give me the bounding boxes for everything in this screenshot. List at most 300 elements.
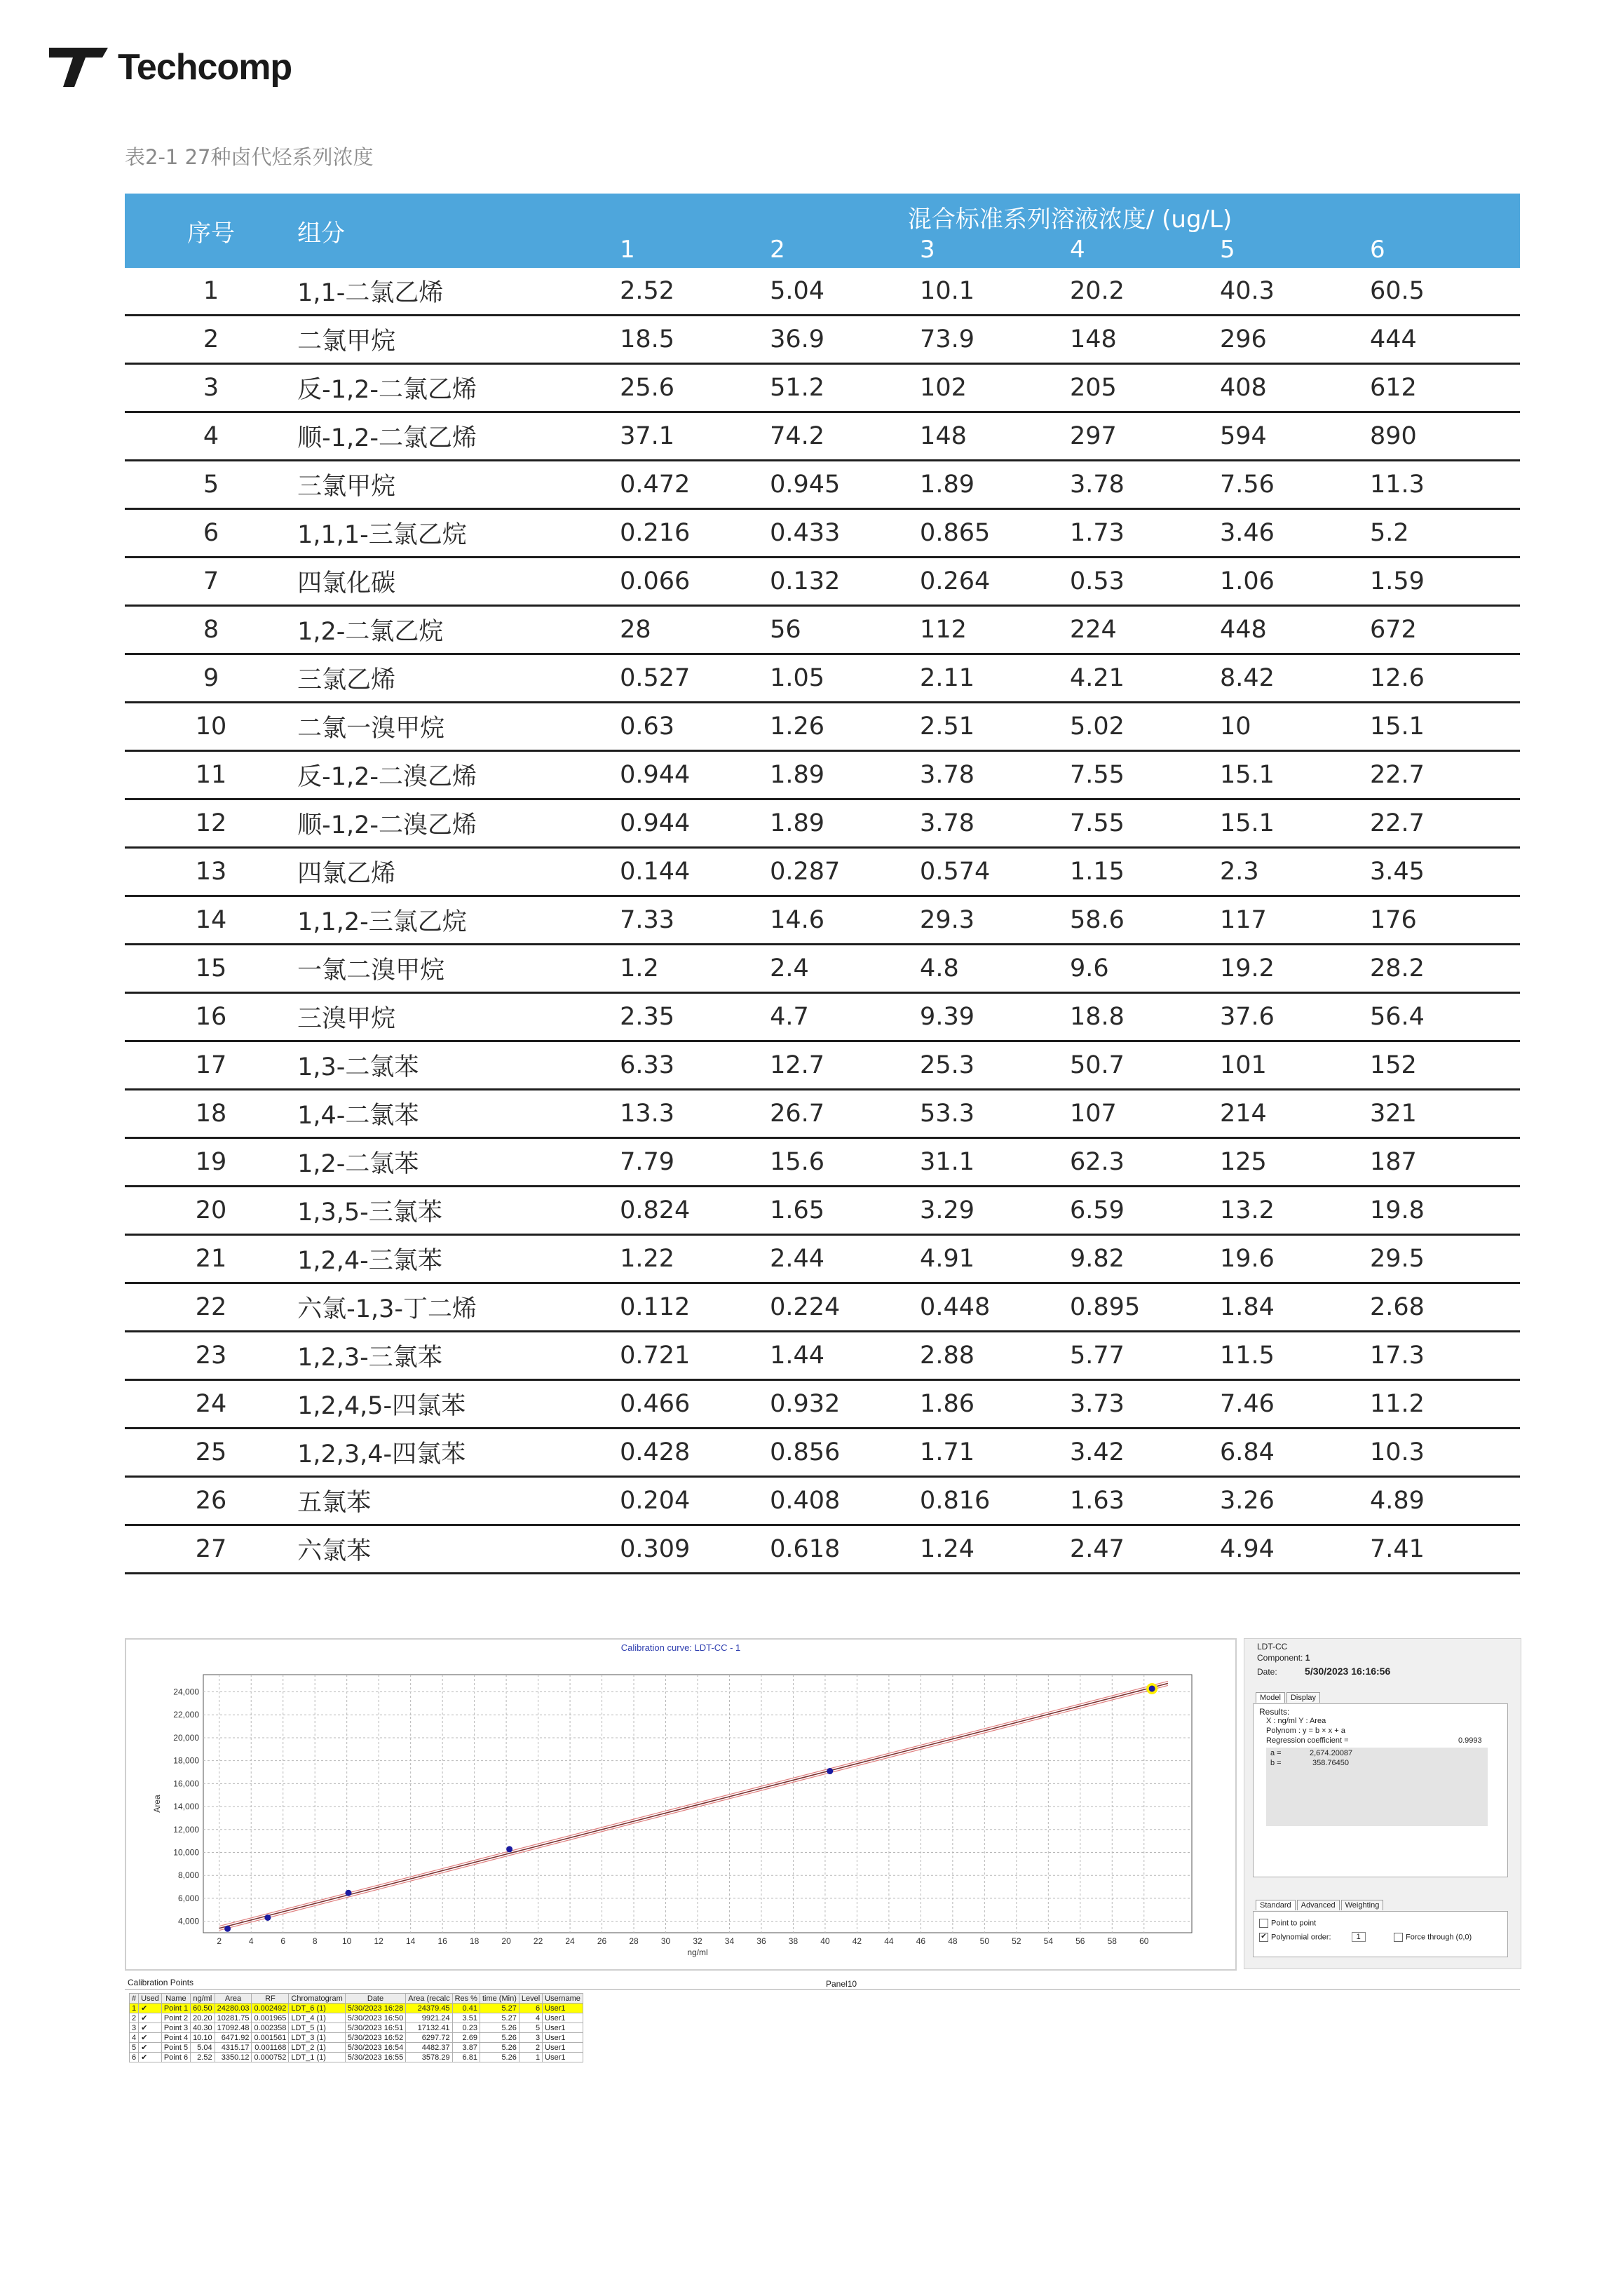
- cp-cell: 5.26: [480, 2033, 519, 2043]
- order-panel: [1253, 1911, 1508, 1957]
- header-level-4: 4: [1070, 236, 1220, 268]
- row-value-level-6: 672: [1370, 606, 1520, 654]
- cp-cell: User1: [543, 2053, 583, 2062]
- table-row: [125, 1138, 1520, 1187]
- row-value-level-2: 1.65: [770, 1187, 920, 1235]
- tab-model[interactable]: Model: [1256, 1692, 1285, 1703]
- x-tick-label: 60: [1139, 1936, 1149, 1946]
- x-tick-label: 44: [884, 1936, 894, 1946]
- cp-cell[interactable]: ✔: [139, 2023, 162, 2033]
- cp-cell: Point 2: [161, 2013, 190, 2023]
- x-tick-label: 50: [979, 1936, 990, 1946]
- cp-cell: User1: [543, 2043, 583, 2053]
- row-value-level-6: 152: [1370, 1041, 1520, 1090]
- cp-cell: 6: [130, 2053, 139, 2062]
- row-value-level-2: 1.89: [770, 751, 920, 799]
- row-value-level-5: 6.84: [1220, 1429, 1370, 1477]
- row-value-level-4: 9.82: [1070, 1235, 1220, 1283]
- row-component: 反-1,2-二溴乙烯: [297, 751, 620, 799]
- a-label: a =: [1270, 1749, 1282, 1757]
- table-row: [125, 364, 1520, 412]
- row-value-level-6: 5.2: [1370, 509, 1520, 558]
- row-value-level-4: 1.15: [1070, 848, 1220, 896]
- row-value-level-6: 612: [1370, 364, 1520, 412]
- cp-cell: 5/30/2023 16:51: [345, 2023, 406, 2033]
- table-row: [125, 558, 1520, 606]
- row-value-level-2: 14.6: [770, 896, 920, 945]
- row-value-level-5: 408: [1220, 364, 1370, 412]
- row-value-level-4: 0.53: [1070, 558, 1220, 606]
- row-value-level-1: 28: [620, 606, 770, 654]
- cp-column-header[interactable]: Used: [139, 1994, 162, 2004]
- cp-column-header[interactable]: #: [130, 1994, 139, 2004]
- cp-cell: 5/30/2023 16:28: [345, 2004, 406, 2013]
- cp-cell: 4482.37: [406, 2043, 452, 2053]
- calibration-point-row[interactable]: [130, 2033, 583, 2043]
- x-tick-label: 22: [533, 1936, 543, 1946]
- row-value-level-6: 17.3: [1370, 1332, 1520, 1380]
- calibration-point-row[interactable]: [130, 2013, 583, 2023]
- cp-cell: 5.27: [480, 2013, 519, 2023]
- row-value-level-2: 15.6: [770, 1138, 920, 1187]
- row-value-level-5: 1.06: [1220, 558, 1370, 606]
- cp-cell: 24280.03: [215, 2004, 252, 2013]
- x-tick-label: 52: [1012, 1936, 1021, 1946]
- x-tick-label: 54: [1043, 1936, 1054, 1946]
- row-value-level-6: 28.2: [1370, 945, 1520, 993]
- row-value-level-3: 1.24: [920, 1525, 1070, 1574]
- row-component: 四氯乙烯: [297, 848, 620, 896]
- row-value-level-2: 1.89: [770, 799, 920, 848]
- row-value-level-4: 5.77: [1070, 1332, 1220, 1380]
- row-value-level-2: 0.932: [770, 1380, 920, 1429]
- row-index: 17: [125, 1041, 297, 1090]
- row-value-level-4: 5.02: [1070, 703, 1220, 751]
- row-component: 顺-1,2-二溴乙烯: [297, 799, 620, 848]
- row-index: 8: [125, 606, 297, 654]
- row-value-level-5: 2.3: [1220, 848, 1370, 896]
- row-value-level-4: 50.7: [1070, 1041, 1220, 1090]
- row-value-level-1: 1.2: [620, 945, 770, 993]
- force-through-label: Force through (0,0): [1406, 1933, 1472, 1942]
- cp-column-header[interactable]: RF: [252, 1994, 289, 2004]
- row-component: 一氯二溴甲烷: [297, 945, 620, 993]
- table-row: [125, 1525, 1520, 1574]
- row-index: 7: [125, 558, 297, 606]
- x-tick-label: 42: [852, 1936, 862, 1946]
- row-value-level-6: 11.2: [1370, 1380, 1520, 1429]
- row-value-level-6: 890: [1370, 412, 1520, 461]
- row-component: 1,2-二氯乙烷: [297, 606, 620, 654]
- row-value-level-3: 29.3: [920, 896, 1070, 945]
- row-value-level-3: 2.88: [920, 1332, 1070, 1380]
- cp-column-header[interactable]: time (Min): [480, 1994, 519, 2004]
- row-index: 27: [125, 1525, 297, 1574]
- calibration-chart-svg: [126, 1640, 1235, 1969]
- row-value-level-4: 7.55: [1070, 799, 1220, 848]
- row-value-level-1: 6.33: [620, 1041, 770, 1090]
- cp-cell: User1: [543, 2004, 583, 2013]
- point-to-point-row[interactable]: [1259, 1919, 1316, 1928]
- row-value-level-1: 0.112: [620, 1283, 770, 1332]
- polynomial-order-row[interactable]: [1259, 1933, 1366, 1942]
- cp-column-header[interactable]: Level: [519, 1994, 542, 2004]
- row-index: 20: [125, 1187, 297, 1235]
- x-tick-label: 30: [660, 1936, 671, 1946]
- row-value-level-5: 15.1: [1220, 751, 1370, 799]
- date-value: 5/30/2023 16:16:56: [1305, 1666, 1391, 1677]
- row-value-level-5: 3.46: [1220, 509, 1370, 558]
- cp-cell: 60.50: [191, 2004, 215, 2013]
- row-component: 反-1,2-二氯乙烯: [297, 364, 620, 412]
- row-value-level-3: 3.29: [920, 1187, 1070, 1235]
- techcomp-logo: [46, 42, 292, 93]
- cp-cell: LDT_1 (1): [289, 2053, 345, 2062]
- row-value-level-1: 0.144: [620, 848, 770, 896]
- cp-column-header[interactable]: Area: [215, 1994, 252, 2004]
- cp-cell: LDT_6 (1): [289, 2004, 345, 2013]
- polynomial-order-label: Polynomial order:: [1271, 1933, 1331, 1942]
- row-value-level-2: 12.7: [770, 1041, 920, 1090]
- row-value-level-1: 0.944: [620, 799, 770, 848]
- cp-cell: 1: [519, 2053, 542, 2062]
- row-value-level-3: 9.39: [920, 993, 1070, 1041]
- cp-cell: 5/30/2023 16:50: [345, 2013, 406, 2023]
- row-value-level-1: 7.33: [620, 896, 770, 945]
- force-through-row[interactable]: [1394, 1933, 1472, 1942]
- x-tick-label: 56: [1075, 1936, 1085, 1946]
- row-value-level-3: 4.8: [920, 945, 1070, 993]
- regression-label: Regression coefficient =: [1266, 1736, 1349, 1745]
- y-tick-label: 12,000: [173, 1824, 199, 1835]
- row-value-level-4: 4.21: [1070, 654, 1220, 703]
- header-level-2: 2: [770, 236, 920, 268]
- x-tick-label: 46: [916, 1936, 926, 1946]
- row-value-level-5: 125: [1220, 1138, 1370, 1187]
- x-tick-label: 40: [820, 1936, 830, 1946]
- cp-cell: 3.51: [452, 2013, 480, 2023]
- polynomial-order-checkbox[interactable]: ✔: [1259, 1933, 1268, 1942]
- polynomial-order-spinner[interactable]: 1: [1352, 1932, 1366, 1942]
- row-value-level-3: 73.9: [920, 316, 1070, 364]
- cp-cell: Point 1: [161, 2004, 190, 2013]
- row-value-level-6: 7.41: [1370, 1525, 1520, 1574]
- results-label: Results:: [1259, 1707, 1290, 1717]
- row-index: 4: [125, 412, 297, 461]
- cp-cell[interactable]: ✔: [139, 2004, 162, 2013]
- x-tick-label: 36: [756, 1936, 766, 1946]
- row-value-level-5: 101: [1220, 1041, 1370, 1090]
- cp-cell: 4: [519, 2013, 542, 2023]
- x-tick-label: 48: [948, 1936, 958, 1946]
- cp-cell: 0.001965: [252, 2013, 289, 2023]
- row-value-level-4: 62.3: [1070, 1138, 1220, 1187]
- row-value-level-2: 51.2: [770, 364, 920, 412]
- cp-cell: Point 5: [161, 2043, 190, 2053]
- chart-title: Calibration curve: LDT-CC - 1: [620, 1642, 741, 1653]
- cp-cell: 5.04: [191, 2043, 215, 2053]
- table-row: [125, 1429, 1520, 1477]
- row-value-level-1: 2.35: [620, 993, 770, 1041]
- row-component: 1,2,3-三氯苯: [297, 1332, 620, 1380]
- y-tick-label: 20,000: [173, 1732, 199, 1743]
- method-name: LDT-CC: [1257, 1642, 1288, 1652]
- row-value-level-6: 60.5: [1370, 268, 1520, 316]
- row-value-level-1: 0.466: [620, 1380, 770, 1429]
- x-tick-label: 8: [312, 1936, 318, 1946]
- row-value-level-6: 444: [1370, 316, 1520, 364]
- x-tick-label: 26: [597, 1936, 607, 1946]
- row-value-level-5: 11.5: [1220, 1332, 1370, 1380]
- x-tick-label: 38: [788, 1936, 799, 1946]
- cp-column-header[interactable]: Area (recalc: [406, 1994, 452, 2004]
- b-value: 358.76450: [1312, 1759, 1349, 1767]
- table-row: [125, 606, 1520, 654]
- row-value-level-5: 117: [1220, 896, 1370, 945]
- cp-cell[interactable]: ✔: [139, 2043, 162, 2053]
- y-tick-label: 4,000: [177, 1916, 199, 1926]
- row-value-level-4: 20.2: [1070, 268, 1220, 316]
- polynom-text: Polynom : y = b × x + a: [1266, 1727, 1345, 1735]
- concentration-table: [125, 194, 1520, 1574]
- row-value-level-5: 4.94: [1220, 1525, 1370, 1574]
- cp-cell[interactable]: ✔: [139, 2053, 162, 2062]
- table-row: [125, 1380, 1520, 1429]
- row-value-level-4: 0.895: [1070, 1283, 1220, 1332]
- row-index: 26: [125, 1477, 297, 1525]
- row-value-level-1: 0.721: [620, 1332, 770, 1380]
- row-value-level-2: 0.132: [770, 558, 920, 606]
- calibration-points: [125, 1978, 1520, 2084]
- cp-cell: 2.69: [452, 2033, 480, 2043]
- row-value-level-3: 10.1: [920, 268, 1070, 316]
- row-component: 1,1-二氯乙烯: [297, 268, 620, 316]
- header-level-6: 6: [1370, 236, 1520, 268]
- x-tick-label: 2: [217, 1936, 222, 1946]
- row-value-level-2: 0.408: [770, 1477, 920, 1525]
- cp-cell: 5/30/2023 16:52: [345, 2033, 406, 2043]
- row-value-level-3: 3.78: [920, 751, 1070, 799]
- table-row: [125, 1283, 1520, 1332]
- cp-cell: 6297.72: [406, 2033, 452, 2043]
- row-value-level-6: 187: [1370, 1138, 1520, 1187]
- results-panel: [1253, 1703, 1508, 1877]
- cp-cell: 6.81: [452, 2053, 480, 2062]
- row-index: 10: [125, 703, 297, 751]
- row-value-level-6: 3.45: [1370, 848, 1520, 896]
- row-value-level-1: 18.5: [620, 316, 770, 364]
- row-value-level-2: 5.04: [770, 268, 920, 316]
- row-value-level-6: 22.7: [1370, 751, 1520, 799]
- row-value-level-4: 3.78: [1070, 461, 1220, 509]
- row-value-level-6: 1.59: [1370, 558, 1520, 606]
- row-value-level-5: 19.2: [1220, 945, 1370, 993]
- row-value-level-2: 56: [770, 606, 920, 654]
- row-component: 顺-1,2-二氯乙烯: [297, 412, 620, 461]
- x-tick-label: 4: [248, 1936, 254, 1946]
- calibration-point-row[interactable]: [130, 2023, 583, 2033]
- row-index: 25: [125, 1429, 297, 1477]
- cp-cell: 0.23: [452, 2023, 480, 2033]
- row-value-level-6: 176: [1370, 896, 1520, 945]
- tab-display[interactable]: Display: [1286, 1692, 1320, 1703]
- row-value-level-4: 7.55: [1070, 751, 1220, 799]
- tab-advanced[interactable]: Advanced: [1297, 1900, 1340, 1910]
- row-value-level-3: 31.1: [920, 1138, 1070, 1187]
- cp-cell: 0.002492: [252, 2004, 289, 2013]
- row-value-level-3: 2.11: [920, 654, 1070, 703]
- calibration-point-row[interactable]: [130, 2004, 583, 2013]
- cp-cell: 6: [519, 2004, 542, 2013]
- row-value-level-3: 2.51: [920, 703, 1070, 751]
- row-value-level-2: 26.7: [770, 1090, 920, 1138]
- y-tick-label: 8,000: [177, 1870, 199, 1881]
- x-tick-label: 28: [629, 1936, 639, 1946]
- calibration-point-row[interactable]: [130, 2043, 583, 2053]
- row-value-level-3: 0.264: [920, 558, 1070, 606]
- row-index: 5: [125, 461, 297, 509]
- cp-cell: 3: [519, 2033, 542, 2043]
- cp-cell[interactable]: ✔: [139, 2033, 162, 2043]
- table-row: [125, 993, 1520, 1041]
- y-tick-label: 6,000: [177, 1893, 199, 1903]
- row-value-level-5: 8.42: [1220, 654, 1370, 703]
- row-value-level-2: 2.44: [770, 1235, 920, 1283]
- cp-cell: 4315.17: [215, 2043, 252, 2053]
- row-value-level-1: 0.066: [620, 558, 770, 606]
- row-index: 12: [125, 799, 297, 848]
- row-value-level-3: 53.3: [920, 1090, 1070, 1138]
- calibration-point: [827, 1768, 833, 1774]
- cp-cell: 10.10: [191, 2033, 215, 2043]
- cp-cell: 4: [130, 2033, 139, 2043]
- row-component: 二氯甲烷: [297, 316, 620, 364]
- cp-cell: Point 3: [161, 2023, 190, 2033]
- row-value-level-5: 10: [1220, 703, 1370, 751]
- cp-cell: User1: [543, 2023, 583, 2033]
- row-value-level-6: 11.3: [1370, 461, 1520, 509]
- point-to-point-checkbox[interactable]: [1259, 1919, 1268, 1928]
- row-value-level-4: 1.63: [1070, 1477, 1220, 1525]
- row-index: 23: [125, 1332, 297, 1380]
- row-component: 二氯一溴甲烷: [297, 703, 620, 751]
- row-value-level-5: 19.6: [1220, 1235, 1370, 1283]
- row-value-level-1: 0.204: [620, 1477, 770, 1525]
- cp-cell: 17092.48: [215, 2023, 252, 2033]
- divider: [125, 1989, 1520, 1990]
- row-value-level-3: 0.448: [920, 1283, 1070, 1332]
- cp-cell: LDT_3 (1): [289, 2033, 345, 2043]
- cp-column-header[interactable]: Res %: [452, 1994, 480, 2004]
- cp-cell: 2.52: [191, 2053, 215, 2062]
- cp-cell: 5.27: [480, 2004, 519, 2013]
- table-row: [125, 1041, 1520, 1090]
- component-label: Component:: [1257, 1653, 1303, 1663]
- row-value-level-1: 2.52: [620, 268, 770, 316]
- row-value-level-6: 2.68: [1370, 1283, 1520, 1332]
- row-value-level-4: 6.59: [1070, 1187, 1220, 1235]
- row-component: 1,1,2-三氯乙烷: [297, 896, 620, 945]
- row-value-level-3: 0.574: [920, 848, 1070, 896]
- row-value-level-2: 1.26: [770, 703, 920, 751]
- model-tabs: [1256, 1692, 1322, 1703]
- row-value-level-4: 3.42: [1070, 1429, 1220, 1477]
- row-component: 四氯化碳: [297, 558, 620, 606]
- component-row: [1257, 1653, 1310, 1663]
- row-value-level-6: 4.89: [1370, 1477, 1520, 1525]
- x-tick-label: 12: [374, 1936, 383, 1946]
- cp-cell: 0.001561: [252, 2033, 289, 2043]
- row-index: 6: [125, 509, 297, 558]
- force-through-checkbox[interactable]: [1394, 1933, 1403, 1942]
- row-value-level-5: 7.46: [1220, 1380, 1370, 1429]
- row-value-level-1: 0.527: [620, 654, 770, 703]
- cp-cell[interactable]: ✔: [139, 2013, 162, 2023]
- cp-column-header[interactable]: Username: [543, 1994, 583, 2004]
- cp-cell: 3578.29: [406, 2053, 452, 2062]
- cp-column-header[interactable]: Date: [345, 1994, 406, 2004]
- cp-column-header[interactable]: Chromatogram: [289, 1994, 345, 2004]
- row-value-level-5: 7.56: [1220, 461, 1370, 509]
- row-value-level-1: 37.1: [620, 412, 770, 461]
- row-component: 1,4-二氯苯: [297, 1090, 620, 1138]
- x-tick-label: 16: [437, 1936, 447, 1946]
- order-tabs: [1256, 1900, 1385, 1910]
- row-value-level-1: 7.79: [620, 1138, 770, 1187]
- cp-column-header[interactable]: ng/ml: [191, 1994, 215, 2004]
- row-value-level-2: 0.618: [770, 1525, 920, 1574]
- table-row: [125, 799, 1520, 848]
- cp-cell: 0.41: [452, 2004, 480, 2013]
- tab-weighting[interactable]: Weighting: [1341, 1900, 1384, 1910]
- table-row: [125, 316, 1520, 364]
- cp-cell: 0.000752: [252, 2053, 289, 2062]
- row-value-level-5: 296: [1220, 316, 1370, 364]
- cp-cell: LDT_5 (1): [289, 2023, 345, 2033]
- table-row: [125, 945, 1520, 993]
- table-row: [125, 654, 1520, 703]
- y-tick-label: 10,000: [173, 1847, 199, 1858]
- cp-cell: 5.26: [480, 2023, 519, 2033]
- x-tick-label: 24: [565, 1936, 575, 1946]
- cp-cell: 40.30: [191, 2023, 215, 2033]
- cp-cell: 6471.92: [215, 2033, 252, 2043]
- techcomp-logo-icon: [46, 45, 111, 90]
- row-value-level-3: 0.865: [920, 509, 1070, 558]
- row-component: 三氯乙烯: [297, 654, 620, 703]
- row-value-level-4: 1.73: [1070, 509, 1220, 558]
- cp-cell: 3.87: [452, 2043, 480, 2053]
- table-row: [125, 1090, 1520, 1138]
- row-value-level-6: 19.8: [1370, 1187, 1520, 1235]
- row-value-level-6: 29.5: [1370, 1235, 1520, 1283]
- tab-standard[interactable]: Standard: [1256, 1900, 1296, 1910]
- a-value: 2,674.20087: [1310, 1749, 1353, 1757]
- row-component: 六氯-1,3-丁二烯: [297, 1283, 620, 1332]
- row-value-level-4: 18.8: [1070, 993, 1220, 1041]
- cp-cell: 5.26: [480, 2043, 519, 2053]
- row-value-level-5: 214: [1220, 1090, 1370, 1138]
- row-value-level-4: 148: [1070, 316, 1220, 364]
- row-index: 1: [125, 268, 297, 316]
- cp-cell: 5: [519, 2023, 542, 2033]
- row-index: 3: [125, 364, 297, 412]
- calibration-point-row[interactable]: [130, 2053, 583, 2062]
- cp-column-header[interactable]: Name: [161, 1994, 190, 2004]
- point-to-point-label: Point to point: [1271, 1919, 1317, 1928]
- y-tick-label: 16,000: [173, 1778, 199, 1789]
- row-value-level-3: 25.3: [920, 1041, 1070, 1090]
